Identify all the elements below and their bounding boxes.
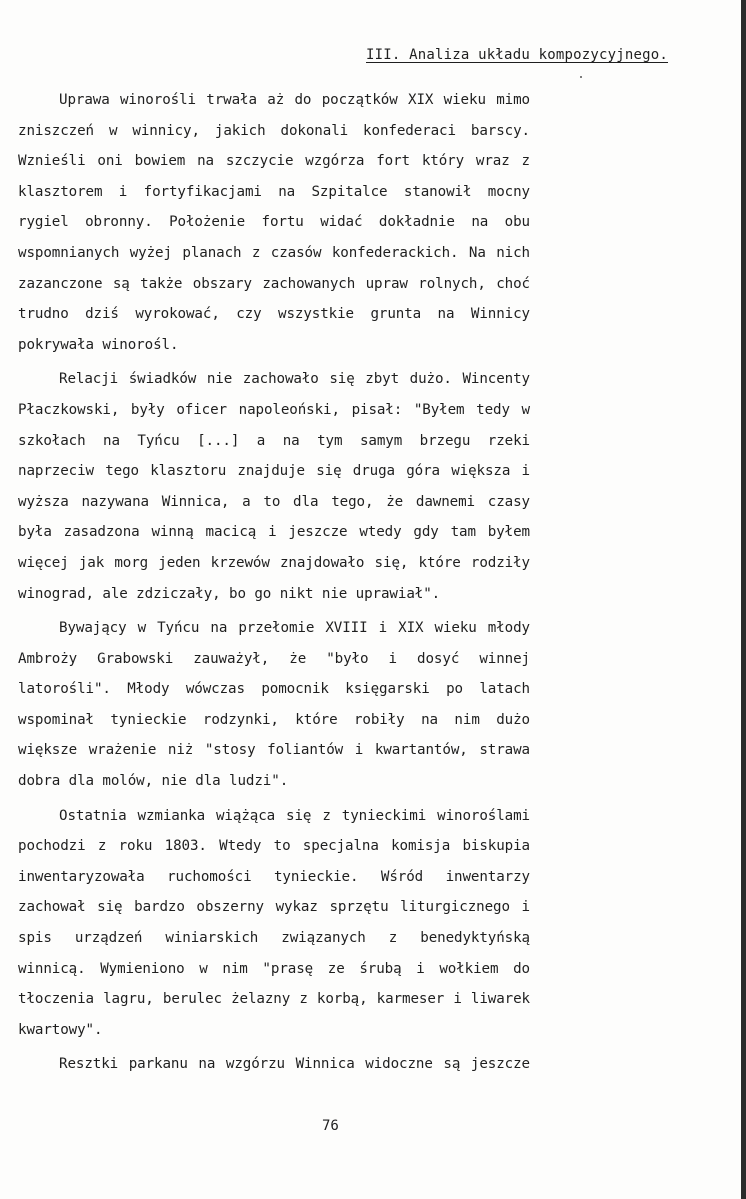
scan-edge-border xyxy=(741,0,746,1199)
text-line: zazanczone są także obszary zachowanych upraw rolnych, choć xyxy=(18,275,530,292)
scan-speck xyxy=(580,76,582,78)
text-line: szkołach na Tyńcu [...] a na tym samym brzegu rzeki xyxy=(18,432,530,449)
text-line: zachował się bardzo obszerny wykaz sprzętu liturgicznego i xyxy=(18,899,530,916)
text-line: latorośli". Młody wówczas pomocnik księgarski po latach xyxy=(18,681,530,698)
text-line: klasztorem i fortyfikacjami na Szpitalce stanowił mocny xyxy=(18,183,530,200)
body-text xyxy=(18,85,530,1080)
text-line: tłoczenia lagru, berulec żelazny z korbą, karmeser i liwarek xyxy=(18,991,530,1008)
text-line: dobra dla molów, nie dla ludzi". xyxy=(18,773,289,790)
text-line: winnicą. Wymieniono w nim "prasę ze śrubą i wołkiem do xyxy=(18,960,530,977)
text-line: zniszczeń w winnicy, jakich dokonali konfederaci barscy. xyxy=(18,122,530,139)
text-line: wspominał tynieckie rodzynki, które robiły na nim dużo xyxy=(18,711,530,728)
text-line: Relacji świadków nie zachowało się zbyt dużo. Wincenty xyxy=(59,371,530,388)
page-number: 76 xyxy=(322,1118,339,1134)
text-line: większe wrażenie niż "stosy foliantów i kwartantów, strawa xyxy=(18,742,530,759)
text-line: Wznieśli oni bowiem na szczycie wzgórza fort który wraz z xyxy=(18,153,530,170)
text-line: rygiel obronny. Położenie fortu widać dokładnie na obu xyxy=(18,214,530,231)
text-line: trudno dziś wyrokować, czy wszystkie grunta na Winnicy xyxy=(18,306,530,323)
text-line: winograd, ale zdziczały, bo go nikt nie uprawiał". xyxy=(18,585,441,602)
text-line: Ambroży Grabowski zauważył, że "było i dosyć winnej xyxy=(18,650,530,667)
text-line: pochodzi z roku 1803. Wtedy to specjalna komisja biskupia xyxy=(18,838,530,855)
text-line: Ostatnia wzmianka wiążąca się z tynieckimi winoroślami xyxy=(59,807,530,824)
text-line: pokrywała winorośl. xyxy=(18,336,179,353)
text-line: spis urządzeń winiarskich związanych z benedyktyńską xyxy=(18,930,530,947)
text-line: Bywający w Tyńcu na przełomie XVIII i XIX wieku młody xyxy=(59,620,530,637)
text-line: wyższa nazywana Winnica, a to dla tego, że dawnemi czasy xyxy=(18,493,530,510)
text-line: Płaczkowski, były oficer napoleoński, pisał: "Byłem tedy w xyxy=(18,401,530,418)
text-line: Resztki parkanu na wzgórzu Winnica widoczne są jeszcze xyxy=(59,1056,530,1073)
text-line: wspomnianych wyżej planach z czasów konfederackich. Na nich xyxy=(18,244,530,261)
text-line: Uprawa winorośli trwała aż do początków XIX wieku mimo xyxy=(59,92,530,108)
text-line: kwartowy". xyxy=(18,1021,103,1038)
text-line: naprzeciw tego klasztoru znajduje się druga góra większa i xyxy=(18,463,530,480)
text-line: więcej jak morg jeden krzewów znajdowało się, które rodziły xyxy=(18,554,530,571)
text-line: inwentaryzowała ruchomości tynieckie. Wśród inwentarzy xyxy=(18,868,530,885)
running-header: III. Analiza układu kompozycyjnego. xyxy=(366,47,669,63)
text-line: była zasadzona winną macicą i jeszcze wtedy gdy tam byłem xyxy=(18,524,530,541)
